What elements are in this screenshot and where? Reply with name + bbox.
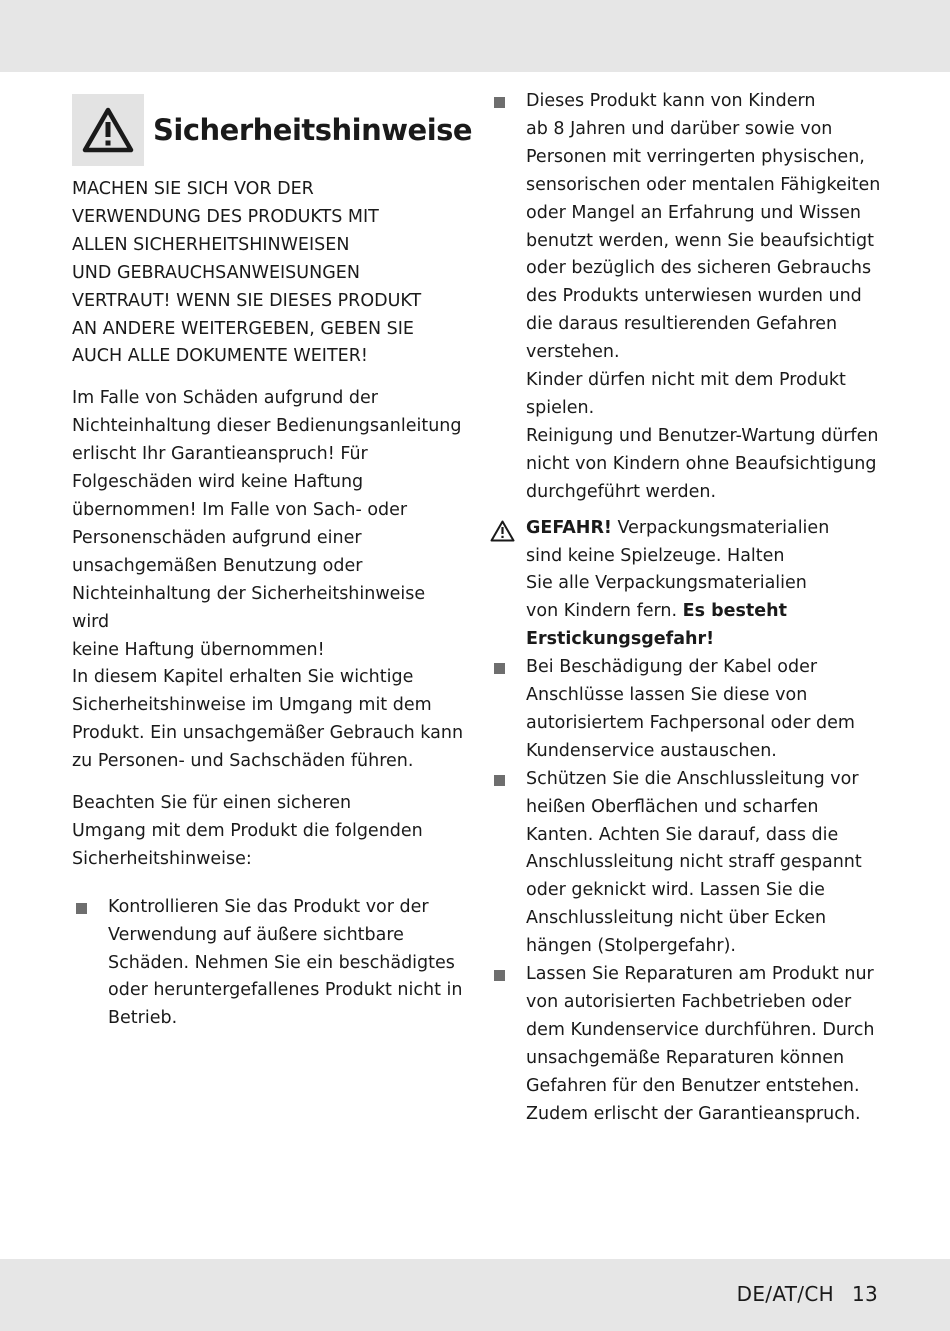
- list-item-text: Kontrollieren Sie das Produkt vor der Verwendung auf äußere sichtbare Schäden. Nehmen Sie ein beschädigtes oder heruntergefallenes Produkt nicht in Betrieb.: [108, 896, 463, 1029]
- safety-intro-paragraph: Beachten Sie für einen sicheren Umgang mit dem Produkt die folgenden Sicherheitshinweise:: [72, 793, 423, 869]
- danger-triangle-icon: [490, 520, 515, 542]
- danger-emphasis: Es besteht Erstickungsgefahr!: [526, 601, 787, 650]
- list-item: [490, 766, 890, 961]
- page-footer: [737, 1282, 878, 1306]
- left-column: [72, 94, 473, 1033]
- intro-caps-text: MACHEN SIE SICH VOR DER VERWENDUNG DES PRODUKTS MIT ALLEN SICHERHEITSHINWEISEN UND GEBRAUCHSANWEISUNGEN VERTRAUT! WENN SIE DIESES PRODUKT AN ANDERE WEITERGEBEN, GEBEN SIE AUCH ALLE DOKUMENTE WEITER!: [72, 179, 422, 367]
- page-number: 13: [851, 1282, 878, 1306]
- footer-locale: DE/AT/CH: [736, 1282, 834, 1306]
- list-item: [490, 88, 890, 507]
- right-column: [490, 88, 890, 1129]
- list-item-text: Dieses Produkt kann von Kindern ab 8 Jahren und darüber sowie von Personen mit verringerten physischen, sensorischen oder mentalen Fähigkeiten oder Mangel an Erfahrung und Wissen benutzt werden, wenn Sie beaufsichtigt oder bezüglich des sicheren Gebrauchs des Produkts unterwiesen wurden und die daraus resultierenden Gefahren verstehen. Kinder dürfen nicht mit dem Produkt spielen. Reinigung und Benutzer-Wartung dürfen nicht von Kindern ohne Beaufsichtigung durchgeführt werden.: [526, 91, 881, 502]
- page-title: Sicherheitshinweise: [153, 113, 473, 147]
- list-item: [72, 894, 464, 1034]
- warning-triangle-icon: [82, 107, 134, 153]
- bullet-square-icon: [76, 903, 87, 914]
- bullet-square-icon: [494, 775, 505, 786]
- list-item: [490, 961, 890, 1128]
- list-item-text: Lassen Sie Reparaturen am Produkt nur von autorisierten Fachbetrieben oder dem Kundenservice durchführen. Durch unsachgemäße Reparaturen können Gefahren für den Benutzer entstehen. Zudem erlischt der Garantieanspruch.: [526, 964, 875, 1124]
- bullet-square-icon: [494, 97, 505, 108]
- warranty-paragraph: Im Falle von Schäden aufgrund der Nichteinhaltung dieser Bedienungsanleitung erlischt Ihr Garantieanspruch! Für Folgeschäden wird keine Haftung übernommen! Im Falle von Sach- oder Personenschäden aufgrund einer unsachgemäßen Benutzung oder Nichteinhaltung der Sicherheitshinweise wird keine Haftung übernommen! In diesem Kapitel erhalten Sie wichtige Sicherheitshinweise im Umgang mit dem Produkt. Ein unsachgemäßer Gebrauch kann zu Personen- und Sachschäden führen.: [72, 388, 464, 772]
- section-heading: [72, 94, 473, 166]
- warning-icon-box: [72, 94, 144, 166]
- list-item-text: Bei Beschädigung der Kabel oder Anschlüsse lassen Sie diese von autorisiertem Fachpersonal oder dem Kundenservice austauschen.: [526, 657, 855, 761]
- list-item: [490, 654, 890, 766]
- danger-body: Verpackungsmaterialien sind keine Spielzeuge. Halten Sie alle Verpackungsmaterialien von Kindern fern.: [526, 517, 830, 622]
- top-band: [0, 0, 950, 72]
- bullet-square-icon: [494, 663, 505, 674]
- danger-label: GEFAHR!: [526, 517, 612, 538]
- bullet-square-icon: [494, 970, 505, 981]
- list-item-text: Schützen Sie die Anschlussleitung vor heißen Oberflächen und scharfen Kanten. Achten Sie darauf, dass die Anschlussleitung nicht straff gespannt oder geknickt wird. Lassen Sie die Anschlussleitung nicht über Ecken hängen (Stolpergefahr).: [526, 768, 862, 957]
- danger-notice: [490, 515, 890, 655]
- danger-text: [526, 515, 890, 655]
